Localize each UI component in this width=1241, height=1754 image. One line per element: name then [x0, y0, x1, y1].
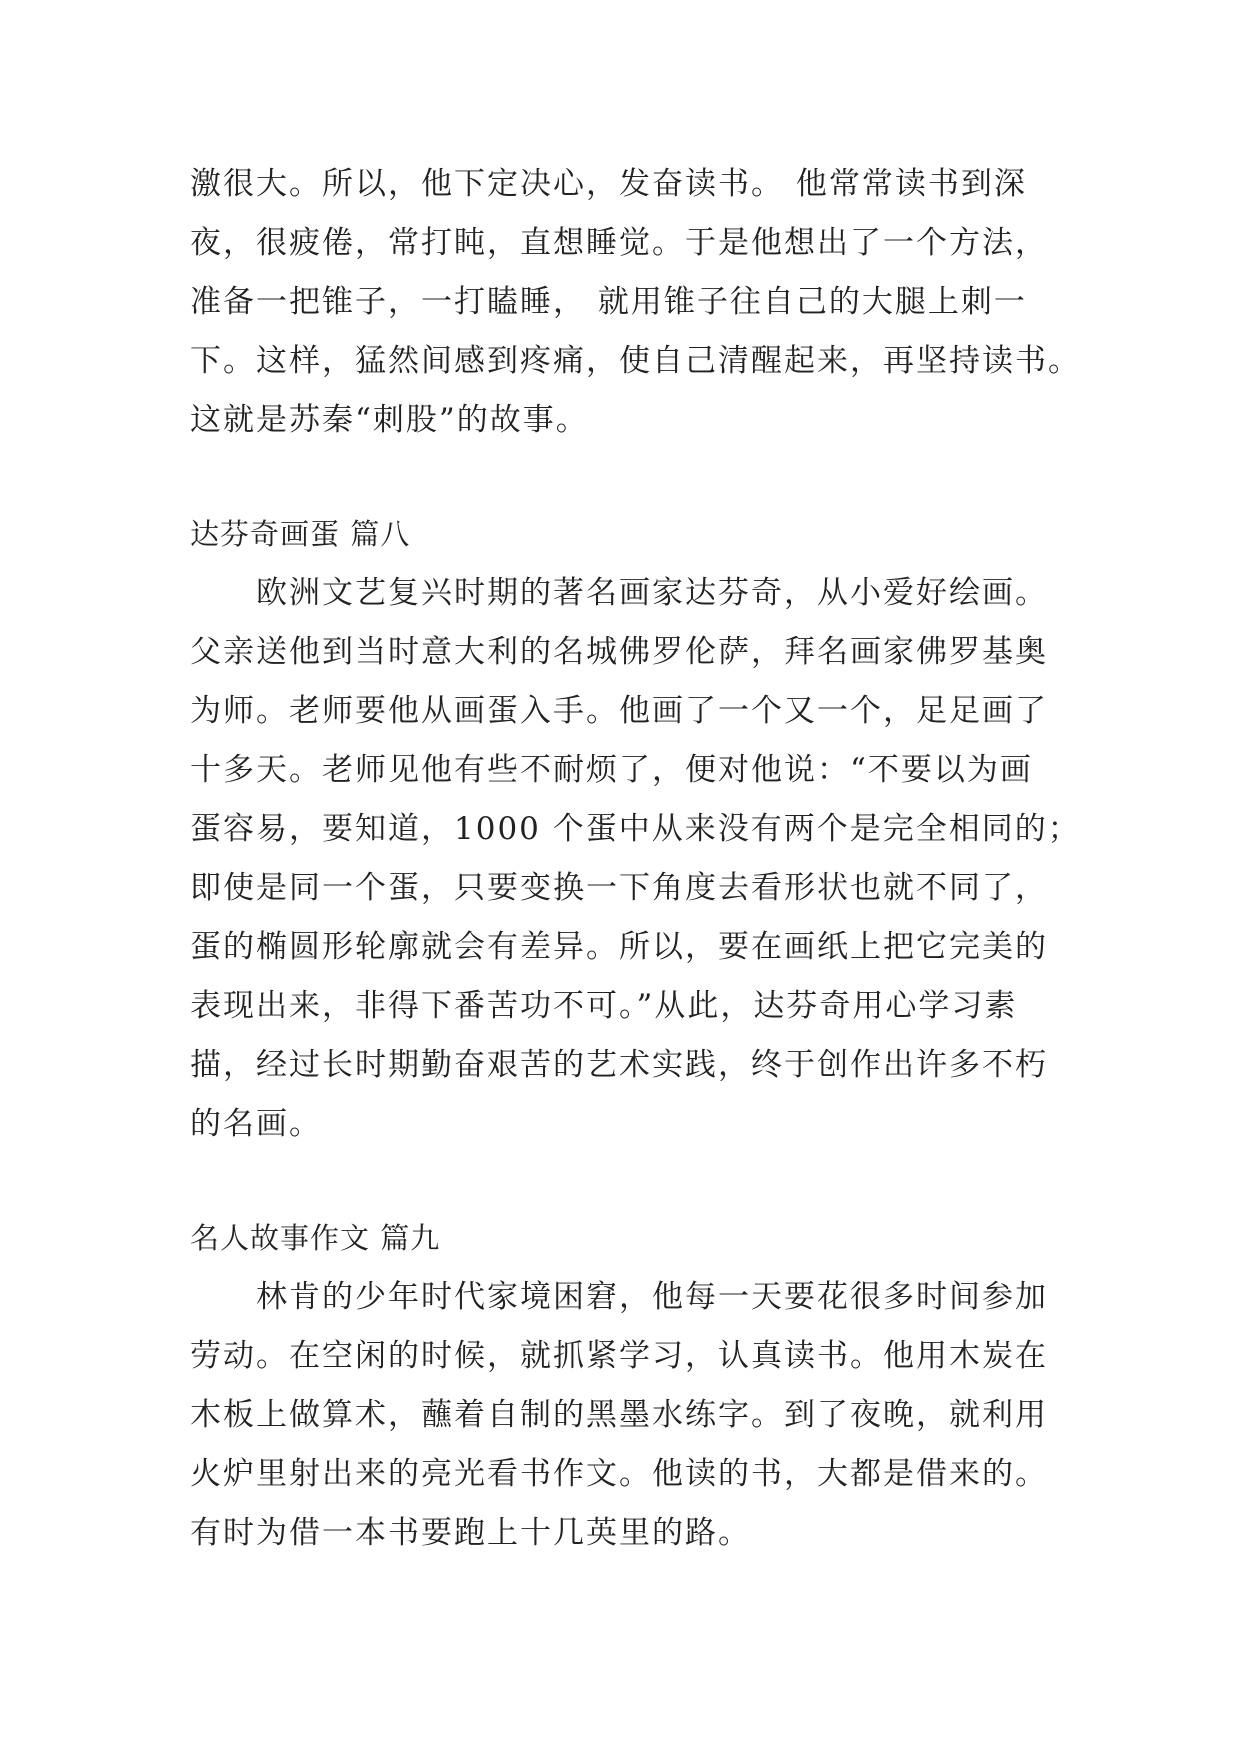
text-line: 的名画。	[190, 1106, 322, 1142]
text-line: 欧洲文艺复兴时期的著名画家达芬奇，从小爱好绘画。	[190, 575, 1048, 611]
text-line: 即使是同一个蛋，只要变换一下角度去看形状也就不同了，	[190, 870, 1048, 906]
text-line: 表现出来，非得下番苦功不可。”从此，达芬奇用心学习素	[190, 988, 1018, 1024]
text-line: 有时为借一本书要跑上十几英里的路。	[190, 1515, 751, 1551]
text-line: 火炉里射出来的亮光看书作文。他读的书，大都是借来的。	[190, 1456, 1048, 1492]
text-line: 这就是苏秦“刺股”的故事。	[190, 402, 589, 438]
section-lincoln	[190, 1209, 1070, 1563]
text-line: 蛋容易，要知道，1000 个蛋中从来没有两个是完全相同的；	[190, 811, 1081, 847]
text-line: 为师。老师要他从画蛋入手。他画了一个又一个，足足画了	[190, 693, 1048, 729]
text-line: 准备一把锥子，一打瞌睡， 就用锥子往自己的大腿上刺一	[190, 284, 1027, 320]
section-heading: 达芬奇画蛋 篇八	[190, 517, 411, 551]
text-line: 描，经过长时期勤奋艰苦的艺术实践，终于创作出许多不朽	[190, 1047, 1048, 1083]
section-davinci	[190, 505, 1081, 1154]
text-line: 十多天。老师见他有些不耐烦了，便对他说：“不要以为画	[190, 752, 1033, 788]
text-line: 父亲送他到当时意大利的名城佛罗伦萨，拜名画家佛罗基奥	[190, 634, 1048, 670]
text-line: 木板上做算术，蘸着自制的黑墨水练字。到了夜晚，就利用	[190, 1397, 1048, 1433]
text-line: 蛋的椭圆形轮廓就会有差异。所以，要在画纸上把它完美的	[190, 929, 1048, 965]
text-line: 林肯的少年时代家境困窘，他每一天要花很多时间参加	[190, 1279, 1048, 1315]
paragraph-suqin-continued	[190, 155, 1081, 450]
text-line: 劳动。在空闲的时候，就抓紧学习，认真读书。他用木炭在	[190, 1338, 1048, 1374]
section-heading: 名人故事作文 篇九	[190, 1221, 441, 1255]
text-line: 激很大。所以，他下定决心，发奋读书。 他常常读书到深	[190, 166, 1027, 202]
text-line: 下。这样，猛然间感到疼痛，使自己清醒起来，再坚持读书。	[190, 343, 1081, 379]
text-line: 夜，很疲倦，常打盹，直想睡觉。于是他想出了一个方法，	[190, 225, 1048, 261]
